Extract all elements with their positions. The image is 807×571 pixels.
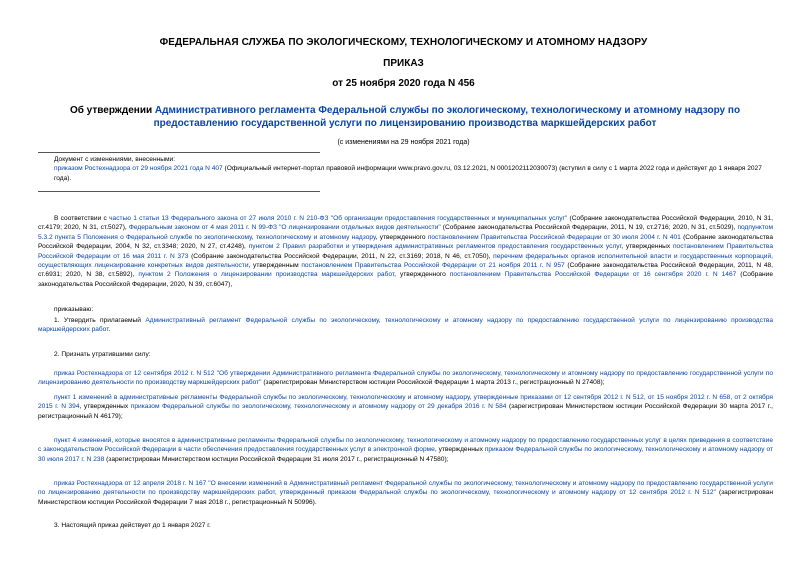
text-segment: 1. Утвердить прилагаемый bbox=[54, 317, 146, 324]
title-link[interactable]: Административного регламента Федеральной службы по экологическому, технологическому и атомному надзору по предоставлению государственной услуги по лицензированию производства маркшейдерских работ bbox=[153, 105, 741, 129]
changes-note: (с изменениями на 29 ноября 2021 года) bbox=[337, 139, 470, 146]
text-segment: (зарегистрирован Министерством юстиции Российской Федерации 31 июля 2017 г., регистрационный N 47580); bbox=[104, 455, 449, 463]
text-segment: , утвержденных bbox=[434, 446, 485, 454]
law-link[interactable]: постановлением Правительства Российской Федерации от 30 июля 2004 г. N 401 bbox=[427, 233, 681, 241]
text-segment: , утвержденным bbox=[248, 262, 302, 270]
law-link[interactable]: перечнем федеральных органов исполнительной власти и государственных корпораций, осуществляющих лицензирование конкретных видов деятельности bbox=[38, 252, 773, 270]
order-link[interactable]: приказ Ростехнадзора от 12 апреля 2018 г. N 167 "О внесении изменений в Административный регламент Федеральной службы по экологическому, технологическому и атомному надзору по предоставлению государственной услуги по лицензированию деятельности по производству маркшейдерских работ, утвержденный приказом Федеральной службы по экологическому, технологическому и атомному надзору от 12 сентября 2012 г. N 512" bbox=[38, 480, 773, 497]
text-segment: , утвержденных bbox=[79, 403, 131, 411]
law-link[interactable]: подпунктом 5.3.2 пункта 5 Положения о Федеральной службе по экологическому, технологическому и атомному надзору bbox=[38, 224, 773, 241]
order-link[interactable]: приказ Ростехнадзора от 12 сентября 2012 г. N 512 "Об утверждении Административного регламента Федеральной службы по экологическому, технологическому и атомному надзору по предоставлению государственной услуги по лицензированию деятельности по производству маркшейдерских работ" bbox=[38, 370, 773, 387]
paragraph-item-1 bbox=[38, 316, 773, 335]
amendment-link[interactable]: приказом Ростехнадзора от 29 ноября 2021 года N 407 bbox=[54, 165, 223, 173]
text-segment: . bbox=[108, 326, 111, 334]
amendments-text bbox=[54, 164, 774, 183]
text-segment: (Собрание законодательства Российской Федерации, 2010, N 31, ст.4179; 2020, N 31, ст.5027), bbox=[38, 215, 773, 232]
text-segment: (зарегистрирован Министерством юстиции Российской Федерации 7 мая 2018 г., регистрационный N 50996). bbox=[38, 489, 773, 506]
law-link[interactable]: постановлением Правительства Российской Федерации от 16 мая 2011 г. N 373 bbox=[38, 243, 773, 260]
text-segment: (Собрание законодательства Российской Федерации, 2011, N 19, ст.2716; 2020, N 31, ст.5029), bbox=[440, 224, 738, 232]
law-link[interactable]: пунктом 2 Правил разработки и утверждения административных регламентов предоставления государственных услуг bbox=[248, 243, 622, 251]
paragraph-order-word: приказываю: bbox=[54, 306, 94, 313]
paragraph-repeal-1 bbox=[38, 369, 773, 388]
regulation-link[interactable]: Административный регламент Федеральной службы по экологическому, технологическому и атомному надзору по предоставлению государственной услуги по лицензированию производства маркшейдерских работ bbox=[38, 317, 773, 334]
text-segment: (Собрание законодательства Российской Федерации, 2011, N 22, ст.3169; 2018, N 46, ст.7050), bbox=[188, 252, 494, 260]
paragraph-repeal-3 bbox=[38, 436, 773, 464]
document-title bbox=[60, 104, 750, 130]
law-link[interactable]: Федеральным законом от 4 мая 2011 г. N 99-ФЗ "О лицензировании отдельных видов деятельности" bbox=[128, 224, 441, 232]
title-prefix: Об утверждении bbox=[69, 105, 155, 116]
order-link[interactable]: приказом Федеральной службы по экологическому, технологическому и атомному надзору от 29 декабря 2016 г. N 584 bbox=[130, 403, 507, 411]
text-segment: (Собрание законодательства Российской Федерации, 2011, N 48, ст.6931; 2020, N 38, ст.5892), bbox=[38, 262, 774, 279]
text-segment: (зарегистрирован Министерством юстиции Российской Федерации 30 марта 2017 г., регистрационный N 46179); bbox=[38, 403, 773, 420]
order-link[interactable]: пункт 1 изменений в административные регламенты Федеральной службы по экологическому, технологическому и атомному надзору, утвержденные приказами от 12 сентября 2012 г. N 512, от 15 ноября 2012 г. N 658, от 2 октября 2015 г. N 394 bbox=[38, 394, 773, 411]
amendment-details: (Официальный интернет-портал правовой информации www.pravo.gov.ru, 03.12.2021, N 0001202112030073) (вступил в силу с 1 марта 2022 года и действует до 1 января 2027 года). bbox=[54, 165, 762, 182]
text-segment: (Собрание законодательства Российской Федерации, 2020, N 39, ст.6047), bbox=[38, 271, 773, 288]
order-link[interactable]: приказом Федеральной службы по экологическому, технологическому и атомному надзору от 30 июля 2017 г. N 238 bbox=[38, 446, 773, 463]
paragraph-legal-basis bbox=[38, 214, 773, 289]
order-link[interactable]: пункт 4 изменений, которые вносятся в административные регламенты Федеральной службы по экологическому, технологическому и атомному надзору по предоставлению государственных услуг в целях приведения в соответствие с законодательством Российской Федерации в части обеспечения предоставления государственных услуг в электронной форме bbox=[38, 437, 773, 454]
document-type: ПРИКАЗ bbox=[383, 58, 424, 69]
law-link[interactable]: постановлением Правительства Российской Федерации от 16 сентября 2020 г. N 1467 bbox=[449, 271, 737, 279]
document-date-number: от 25 ноября 2020 года N 456 bbox=[332, 78, 475, 89]
paragraph-item-3: 3. Настоящий приказ действует до 1 января 2027 г. bbox=[54, 522, 211, 529]
paragraph-repeal-2 bbox=[38, 393, 773, 421]
text-segment: , утвержденного bbox=[375, 233, 428, 241]
text-segment: (зарегистрирован Министерством юстиции Российской Федерации 1 марта 2013 г., регистрационный N 27408); bbox=[261, 379, 605, 387]
divider-top bbox=[38, 152, 320, 153]
paragraph-item-2: 2. Признать утратившими силу: bbox=[54, 351, 151, 358]
text-segment: , утвержденных bbox=[621, 243, 673, 251]
law-link[interactable]: постановлением Правительства Российской Федерации от 21 ноября 2011 г. N 957 bbox=[301, 262, 565, 270]
law-link[interactable]: пунктом 2 Положения о лицензировании производства маркшейдерских работ bbox=[138, 271, 395, 279]
paragraph-repeal-4 bbox=[38, 479, 773, 507]
amendments-note bbox=[54, 155, 774, 183]
divider-bottom bbox=[38, 191, 320, 192]
amendments-label: Документ с изменениями, внесенными: bbox=[54, 156, 176, 163]
agency-name: ФЕДЕРАЛЬНАЯ СЛУЖБА ПО ЭКОЛОГИЧЕСКОМУ, ТЕХНОЛОГИЧЕСКОМУ И АТОМНОМУ НАДЗОРУ bbox=[159, 37, 648, 48]
text-segment: , утвержденного bbox=[394, 271, 450, 279]
text-segment: (Собрание законодательства Российской Федерации, 2004, N 32, ст.3348; 2020, N 27, ст.4248), bbox=[38, 233, 773, 251]
text-segment: В соответствии с bbox=[54, 215, 110, 222]
law-link[interactable]: частью 1 статьи 13 Федерального закона от 27 июля 2010 г. N 210-ФЗ "Об организации предоставления государственных и муниципальных услуг" bbox=[109, 215, 568, 222]
